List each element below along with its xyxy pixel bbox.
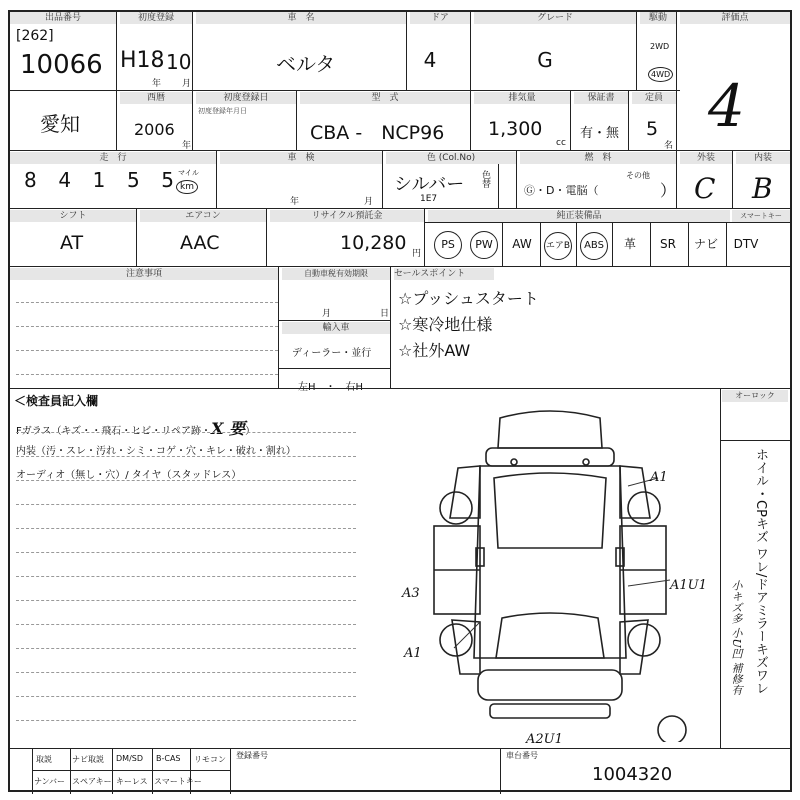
fuel-other: その他 [626, 171, 650, 180]
tax-day-unit: 日 [380, 309, 390, 319]
lot-label: 出品番号 [10, 12, 116, 24]
fuel-label: 燃 料 [520, 152, 676, 164]
import-label: 輸入車 [282, 322, 390, 334]
model-year-unit: 年 [182, 141, 192, 151]
equipment-pw: PW [470, 231, 498, 259]
drive-4wd: 4WD [648, 67, 673, 82]
color-code: 1E7 [420, 194, 438, 204]
footer-item: DM/SD [116, 754, 143, 763]
mileage-digit: 8 [24, 168, 37, 192]
footer-item: ナンバー [34, 777, 66, 786]
drive-label: 駆動 [640, 12, 676, 24]
sales-point-label: セールスポイント [394, 268, 494, 280]
color-label: 色 (Col.No) [386, 152, 516, 164]
equipment-ps: PS [434, 231, 462, 259]
lot-code: [262] [16, 28, 54, 44]
footer-item: B-CAS [156, 754, 181, 763]
score: 4 [708, 72, 745, 140]
side-label: オーロック [722, 390, 788, 402]
km-unit: km [176, 180, 198, 194]
tax-expiry-label: 自動車税有効期限 [282, 268, 390, 280]
grade-label: グレード [474, 12, 636, 24]
windshield-line [16, 416, 255, 439]
exterior-grade: C [694, 172, 716, 205]
model-label: 型 式 [300, 92, 470, 104]
chassis-number: 1004320 [592, 764, 673, 785]
equipment-sr: SR [660, 237, 676, 251]
windshield-mark: X 要 [211, 419, 246, 438]
shaken-year-unit: 年 [290, 197, 300, 207]
cc: 1,300 [488, 118, 543, 140]
cc-unit: cc [556, 138, 566, 148]
mileage-digit: 1 [92, 168, 106, 192]
recycle-unit: 円 [412, 249, 422, 259]
model-year: 2006 [134, 120, 175, 139]
equipment-item [540, 230, 576, 260]
mileage-digit: 5 [161, 168, 174, 192]
first-reg-label: 初度登録 [120, 12, 192, 24]
shift-label: シフト [10, 210, 136, 222]
drive-2wd: 2WD [650, 42, 670, 51]
car-name: ベルタ [276, 52, 336, 76]
grade: G [537, 48, 553, 72]
region-label: 西暦 [120, 92, 192, 104]
exterior-label: 外装 [680, 152, 732, 164]
door-label: ドア [410, 12, 470, 24]
damage-note: A1U1 [670, 578, 707, 593]
footer-item: リモコン [194, 755, 226, 764]
equipment-item [430, 230, 466, 259]
auction-sheet [8, 10, 792, 792]
chassis-label: 車台番号 [506, 751, 538, 760]
notes-label: 注意事項 [10, 268, 278, 280]
footer-item: ナビ取説 [72, 755, 104, 764]
cc-label: 排気量 [474, 92, 570, 104]
recycle-amount: 10,280 [340, 232, 407, 254]
interior-grade: B [752, 172, 773, 205]
equipment-airbag: エアB [544, 232, 572, 260]
tax-month-unit: 月 [322, 309, 332, 319]
capacity-unit: 名 [664, 141, 674, 151]
reg-number-label: 登録番号 [236, 751, 268, 760]
score-label: 評価点 [680, 12, 790, 24]
door-count: 4 [423, 48, 437, 72]
damage-note: A3 [402, 586, 420, 601]
audio-line: オーディオ（無し・穴）/ タイヤ（スタッドレス） [16, 470, 242, 481]
equipment-leather: 革 [623, 237, 636, 251]
dealer-option: ディーラー・並行 [292, 348, 372, 359]
shaken-month-unit: 月 [364, 197, 374, 207]
equipment-item [576, 230, 612, 260]
color: シルバー [394, 174, 465, 195]
aircon-label: エアコン [140, 210, 266, 222]
footer-item: スマートキー [154, 777, 202, 786]
warranty: 有・無 [580, 126, 620, 141]
damage-note: A2U1 [526, 732, 563, 747]
inspector-title: ＜検査員記入欄 [14, 394, 99, 408]
sales-point: ☆寒冷地仕様 [398, 315, 493, 334]
car-name-label: 車 名 [196, 12, 406, 24]
month-unit: 月 [182, 79, 192, 89]
equipment-label: 純正装備品 [428, 210, 730, 222]
mileage-digits [24, 168, 174, 192]
damage-note: A1 [404, 646, 422, 661]
interior-label: 内装 [736, 152, 790, 164]
reg-month: 10 [166, 50, 192, 74]
region: 愛知 [40, 112, 80, 136]
sales-point: ☆プッシュスタート [398, 289, 539, 308]
mile-unit: マイル [178, 169, 199, 177]
equipment-item [466, 230, 502, 259]
year-unit: 年 [152, 79, 162, 89]
fuel-close: ） [660, 181, 677, 200]
capacity: 5 [646, 118, 659, 140]
steering-option: 左H ・ 右H [298, 382, 364, 393]
footer-item: キーレス [116, 777, 148, 786]
era-year: H18 [120, 48, 165, 73]
shift: AT [60, 232, 84, 254]
interior-line: 内装（汚・スレ・汚れ・シミ・コゲ・穴・キレ・破れ・割れ） [16, 446, 296, 457]
color-change-label: 色替 [480, 170, 490, 188]
extra-label: スマートキー [732, 210, 790, 222]
lot-number: 10066 [20, 50, 103, 80]
equipment-abs: ABS [580, 232, 608, 260]
first-reg-note: 初度登録年月日 [198, 107, 247, 115]
equipment-aw: AW [512, 237, 532, 251]
model-code: CBA - NCP96 [310, 122, 445, 144]
mileage-digit: 5 [126, 168, 140, 192]
first-reg-date-label: 初度登録日 [196, 92, 296, 104]
sales-point: ☆社外AW [398, 341, 471, 360]
windshield-text: Fガラス（キズ・・飛石・ヒビ・リペア跡・ [16, 426, 212, 437]
equipment-dtv: DTV [733, 237, 759, 251]
windshield-close: ） [245, 426, 256, 437]
equipment-navi: ナビ [693, 237, 718, 251]
side-marks: 小キズ多 小U凹 補修有 [730, 580, 743, 696]
mileage-label: 走 行 [10, 152, 216, 164]
damage-note: A1 [650, 470, 668, 485]
aircon: AAC [180, 232, 220, 254]
side-vertical-note: ホイル・CPキズ ワレ/ドアミラーキズワレ [753, 448, 768, 695]
shaken-label: 車 検 [220, 152, 382, 164]
car-damage-diagram [390, 408, 710, 742]
recycle-label: リサイクル預託金 [270, 210, 424, 222]
fuel-options: Ⓖ・D・電脳（ [524, 184, 599, 197]
footer-item: 取説 [36, 755, 52, 764]
mileage-digit: 4 [58, 168, 72, 192]
footer-item: スペアキー [72, 777, 112, 786]
warranty-label: 保証書 [574, 92, 628, 104]
capacity-label: 定員 [632, 92, 676, 104]
